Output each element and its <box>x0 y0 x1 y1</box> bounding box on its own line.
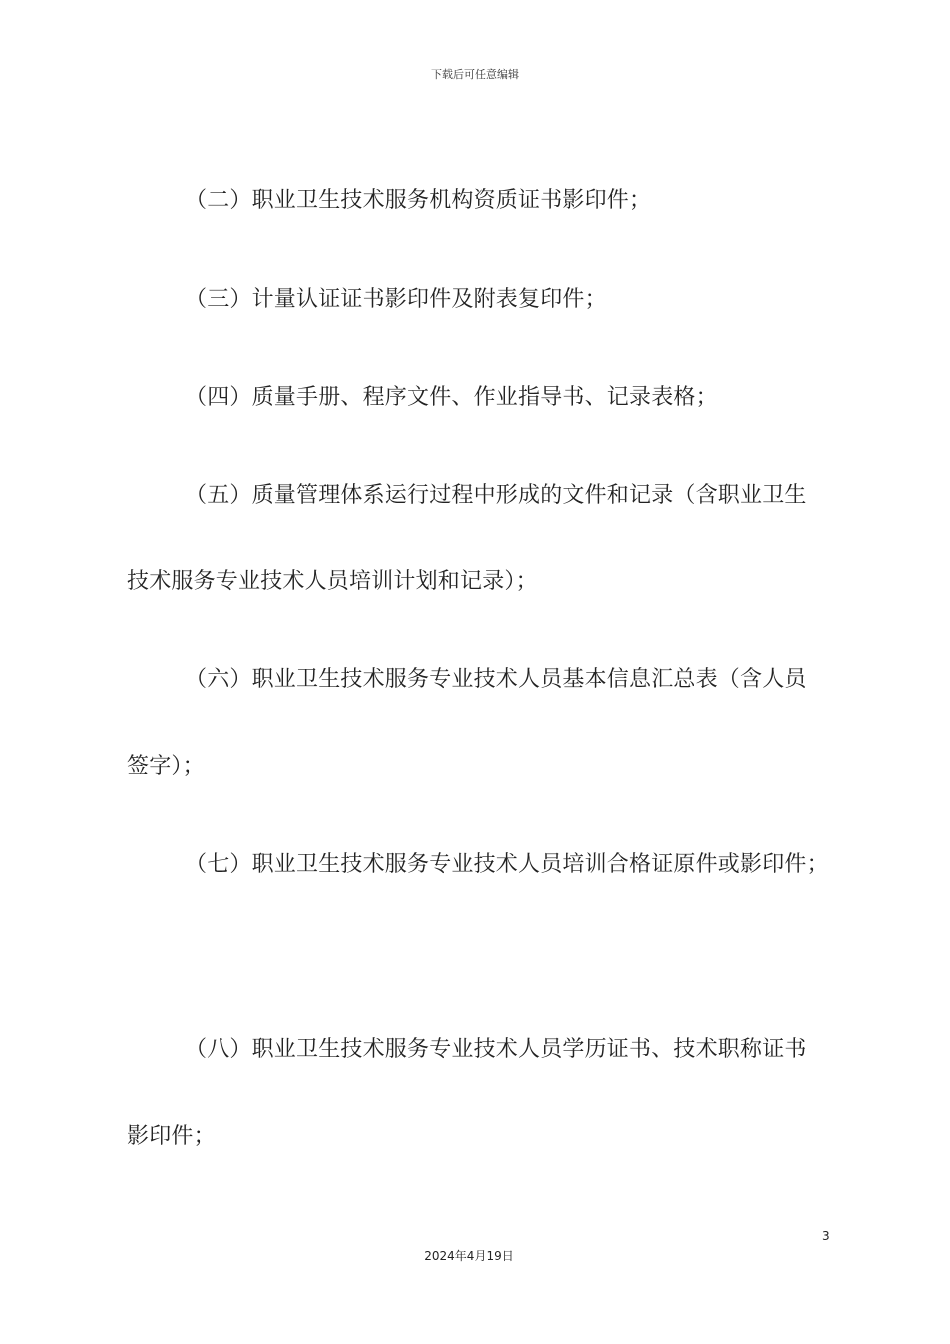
list-item-8-continuation: 影印件； <box>127 1124 216 1149</box>
page-header: 下载后可任意编辑 <box>431 68 519 81</box>
list-item-3: （三）计量认证证书影印件及附表复印件； <box>185 287 607 312</box>
list-item-8: （八）职业卫生技术服务专业技术人员学历证书、技术职称证书 <box>185 1037 807 1062</box>
list-item-7: （七）职业卫生技术服务专业技术人员培训合格证原件或影印件； <box>185 852 829 877</box>
page-number: 3 <box>822 1229 830 1243</box>
list-item-6: （六）职业卫生技术服务专业技术人员基本信息汇总表（含人员 <box>185 667 807 692</box>
list-item-5: （五）质量管理体系运行过程中形成的文件和记录（含职业卫生 <box>185 483 807 508</box>
list-item-6-continuation: 签字）； <box>127 754 205 779</box>
page-footer-date: 2024年4月19日 <box>424 1249 514 1263</box>
list-item-5-continuation: 技术服务专业技术人员培训计划和记录）； <box>127 569 538 594</box>
list-item-2: （二）职业卫生技术服务机构资质证书影印件； <box>185 188 652 213</box>
list-item-4: （四）质量手册、程序文件、作业指导书、记录表格； <box>185 385 718 410</box>
